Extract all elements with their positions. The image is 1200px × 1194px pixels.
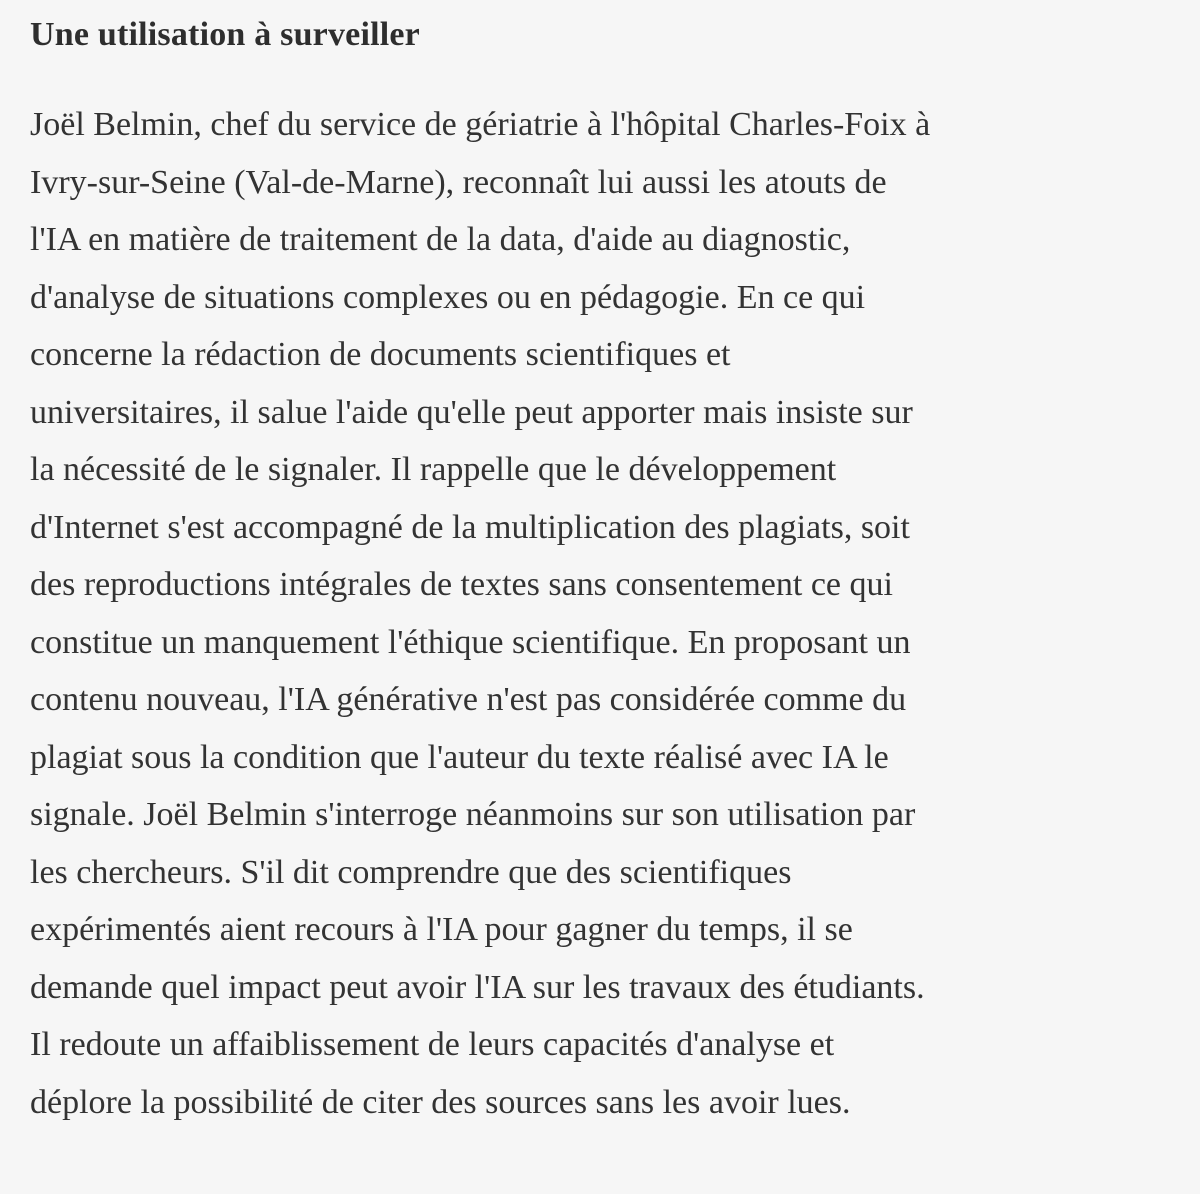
section-heading: Une utilisation à surveiller xyxy=(30,16,420,53)
paragraph-line: l'IA en matière de traitement de la data, d'aide au diagnostic, xyxy=(30,221,851,258)
paragraph-line: expérimentés aient recours à l'IA pour gagner du temps, il se xyxy=(30,911,853,948)
paragraph-line: les chercheurs. S'il dit comprendre que des scientifiques xyxy=(30,853,792,891)
paragraph-line: Il redoute un affaiblissement de leurs capacités d'analyse et xyxy=(30,1026,835,1063)
paragraph-line: concerne la rédaction de documents scientifiques et xyxy=(30,336,731,373)
paragraph-line: signale. Joël Belmin s'interroge néanmoins sur son utilisation par xyxy=(30,796,916,833)
paragraph-line: déplore la possibilité de citer des sources sans les avoir lues. xyxy=(30,1083,851,1121)
paragraph-line: des reproductions intégrales de textes sans consentement ce qui xyxy=(30,566,893,603)
paragraph-line: universitaires, il salue l'aide qu'elle peut apporter mais insiste sur xyxy=(30,393,913,431)
paragraph-line: Ivry-sur-Seine (Val-de-Marne), reconnaît lui aussi les atouts de xyxy=(30,163,887,201)
paragraph xyxy=(30,96,1170,1131)
paragraph-line: d'Internet s'est accompagné de la multiplication des plagiats, soit xyxy=(30,508,910,546)
paragraph-line: Joël Belmin, chef du service de gériatrie à l'hôpital Charles-Foix à xyxy=(30,106,931,143)
paragraph-line: la nécessité de le signaler. Il rappelle que le développement xyxy=(30,451,837,488)
paragraph-line: demande quel impact peut avoir l'IA sur les travaux des étudiants. xyxy=(30,968,925,1006)
paragraph-line: d'analyse de situations complexes ou en pédagogie. En ce qui xyxy=(30,278,866,316)
paragraph-line: constitue un manquement l'éthique scientifique. En proposant un xyxy=(30,623,911,661)
paragraph-line: contenu nouveau, l'IA générative n'est pas considérée comme du xyxy=(30,681,907,718)
paragraph-line: plagiat sous la condition que l'auteur du texte réalisé avec IA le xyxy=(30,738,889,776)
